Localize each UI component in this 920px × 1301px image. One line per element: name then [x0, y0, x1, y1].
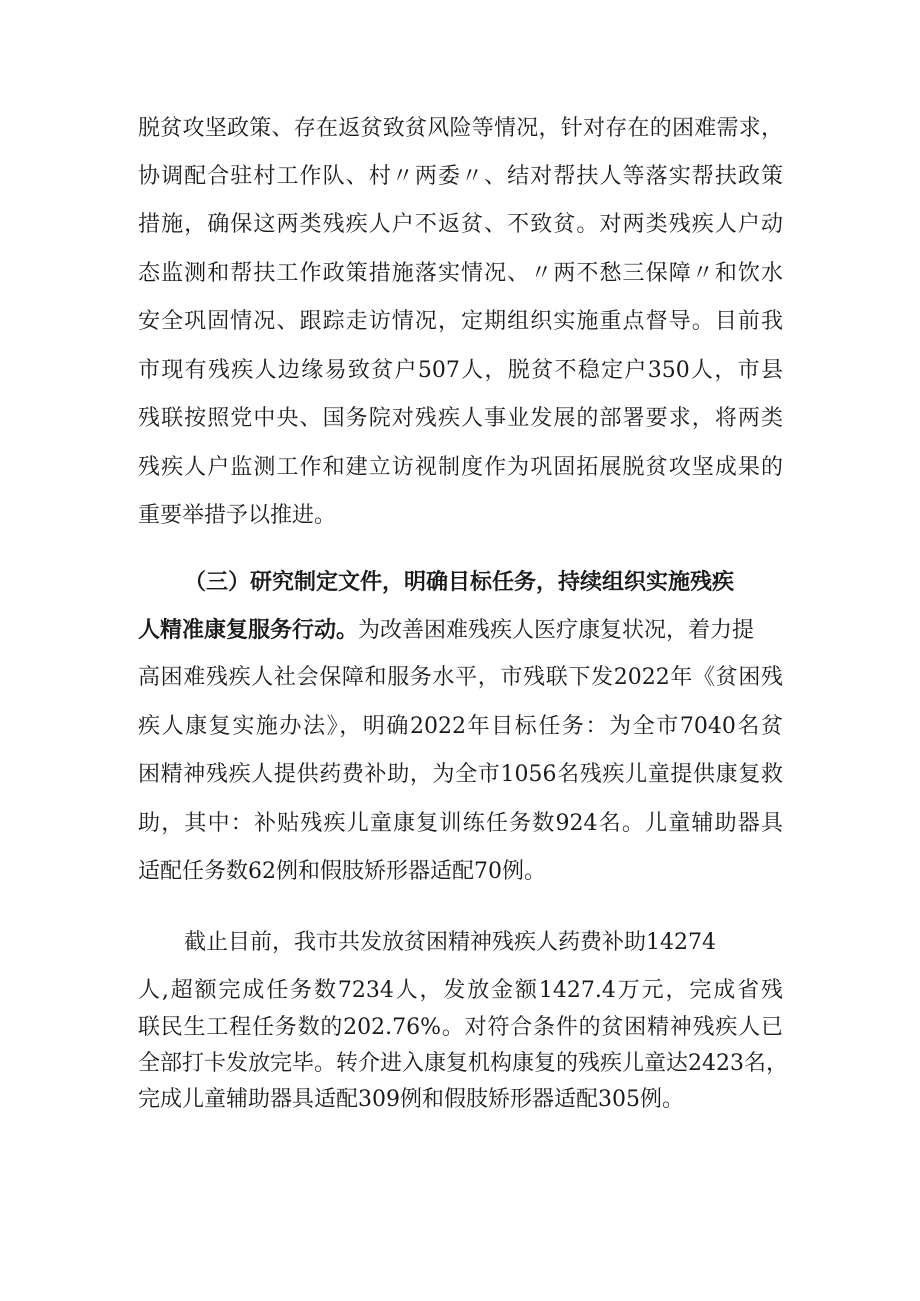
- para3-line-1: 截止目前，我市共发放贫困精神残疾人药费补助14274: [184, 930, 716, 955]
- para2-line-1-rest: 为改善困难残疾人医疗康复状况，着力提: [358, 618, 755, 643]
- para2-line-2: 高困难残疾人社会保障和服务水平，市残联下发2022年《贫困残: [138, 665, 783, 690]
- para1-line-3: 措施，确保这两类残疾人户不返贫、不致贫。对两类残疾人户动: [138, 212, 783, 237]
- para3-line-3: 联民生工程任务数的202.76%。对符合条件的贫困精神残疾人已: [138, 1015, 783, 1040]
- para1-line-4: 态监测和帮扶工作政策措施落实情况、〃两不愁三保障〃和饮水: [138, 261, 783, 286]
- section-heading-line-2: 人精准康复服务行动。: [138, 617, 359, 643]
- para2-line-5: 助，其中：补贴残疾儿童康复训练任务数924名。儿童辅助器具: [138, 811, 783, 836]
- para2-line-4: 困精神残疾人提供药费补助，为全市1056名残疾儿童提供康复救: [138, 762, 783, 787]
- para3-line-5: 完成儿童辅助器具适配309例和假肢矫形器适配305例。: [138, 1087, 684, 1112]
- section-heading-line-1: （三）研究制定文件，明确目标任务，持续组织实施残疾: [184, 569, 735, 595]
- para3-line-4: 全部打卡发放完毕。转介进入康复机构康复的残疾儿童达2423名，: [138, 1051, 788, 1076]
- para2-line-1: [138, 617, 754, 644]
- para3-line-2: 人,超额完成任务数7234人，发放金额1427.4万元，完成省残: [138, 978, 783, 1003]
- para2-line-6: 适配任务数62例和假肢矫形器适配70例。: [138, 859, 546, 884]
- para2-line-3: 疾人康复实施办法》，明确2022年目标任务：为全市7040名贫: [138, 714, 783, 739]
- para1-line-9: 重要举措予以推进。: [138, 503, 337, 528]
- para1-line-1: 脱贫攻坚政策、存在返贫致贫风险等情况，针对存在的困难需求，: [138, 116, 783, 141]
- para1-line-2: 协调配合驻村工作队、村〃两委〃、结对帮扶人等落实帮扶政策: [138, 164, 783, 189]
- para1-line-8: 残疾人户监测工作和建立访视制度作为巩固拓展脱贫攻坚成果的: [138, 455, 783, 480]
- para1-line-7: 残联按照党中央、国务院对残疾人事业发展的部署要求，将两类: [138, 406, 783, 431]
- para1-line-6: 市现有残疾人边缘易致贫户507人，脱贫不稳定户350人，市县: [138, 358, 783, 383]
- para1-line-5: 安全巩固情况、跟踪走访情况，定期组织实施重点督导。目前我: [138, 309, 783, 334]
